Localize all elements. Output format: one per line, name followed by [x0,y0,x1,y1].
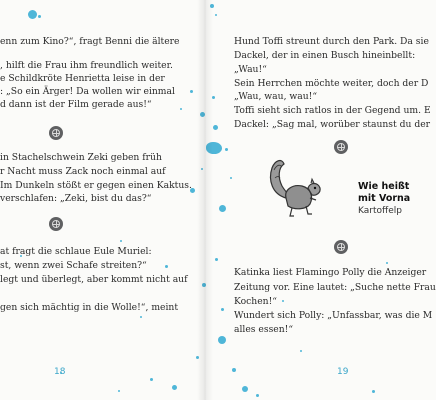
flower-ornament-icon [49,126,63,140]
page-number: 18 [54,367,66,377]
text-line: gen sich mächtig in die Wolle!“, meint [0,302,179,313]
text-line: st, wenn zwei Schafe streiten?“ [0,260,147,271]
text-line: Sein Herrchen möchte weiter, doch der D [234,78,429,89]
text-line: at fragt die schlaue Eule Muriel: [0,246,152,257]
riddle-line: mit Vorna [358,193,411,204]
riddle-text [358,181,410,217]
text-line: Toffi sieht sich ratlos in der Gegend um. E [234,105,431,116]
text-line: r Nacht muss Zack noch einmal auf [0,166,166,177]
left-page [0,0,200,400]
text-line: enn zum Kino?“, fragt Benni die ältere [0,36,180,47]
text-line: Kochen!“ [234,296,277,307]
text-line: in Stachelschwein Zeki geben früh [0,152,162,163]
text-line: Wundert sich Polly: „Unfassbar, was die M [234,310,433,321]
page-number: 19 [337,367,349,377]
text-line: „Wau!“ [234,64,267,75]
text-line: „Wau, wau, wau!“ [234,91,318,102]
text-line: Im Dunkeln stößt er gegen einen Kaktus. [0,180,192,191]
flower-ornament-icon [49,217,63,231]
riddle-line: Kartoffelp [358,206,402,216]
squirrel-illustration-icon [266,154,322,222]
text-line: Dackel: „Sag mal, worüber staunst du der [234,119,431,130]
text-line: Dackel, der in einen Busch hineinbellt: [234,50,416,61]
text-line: : „So ein Ärger! Da wollen wir einmal [0,86,175,97]
text-line: alles essen!“ [234,324,294,335]
riddle-line: Wie heißt [358,181,410,192]
text-line: Katinka liest Flamingo Polly die Anzeiger [234,267,427,278]
text-line: Hund Toffi streunt durch den Park. Da sie [234,36,429,47]
text-line: legt und überlegt, aber kommt nicht auf [0,274,188,285]
flower-ornament-icon [334,240,348,254]
text-line: Zeitung vor. Eine lautet: „Suche nette Frau [234,282,436,293]
text-line: d dann ist der Film gerade aus!“ [0,99,152,110]
flower-ornament-icon [334,140,348,154]
text-line: verschlafen: „Zeki, bist du das?“ [0,193,152,204]
text-line: , hilft die Frau ihm freundlich weiter. [0,60,173,71]
text-line: e Schildkröte Henrietta leise in der [0,73,165,84]
